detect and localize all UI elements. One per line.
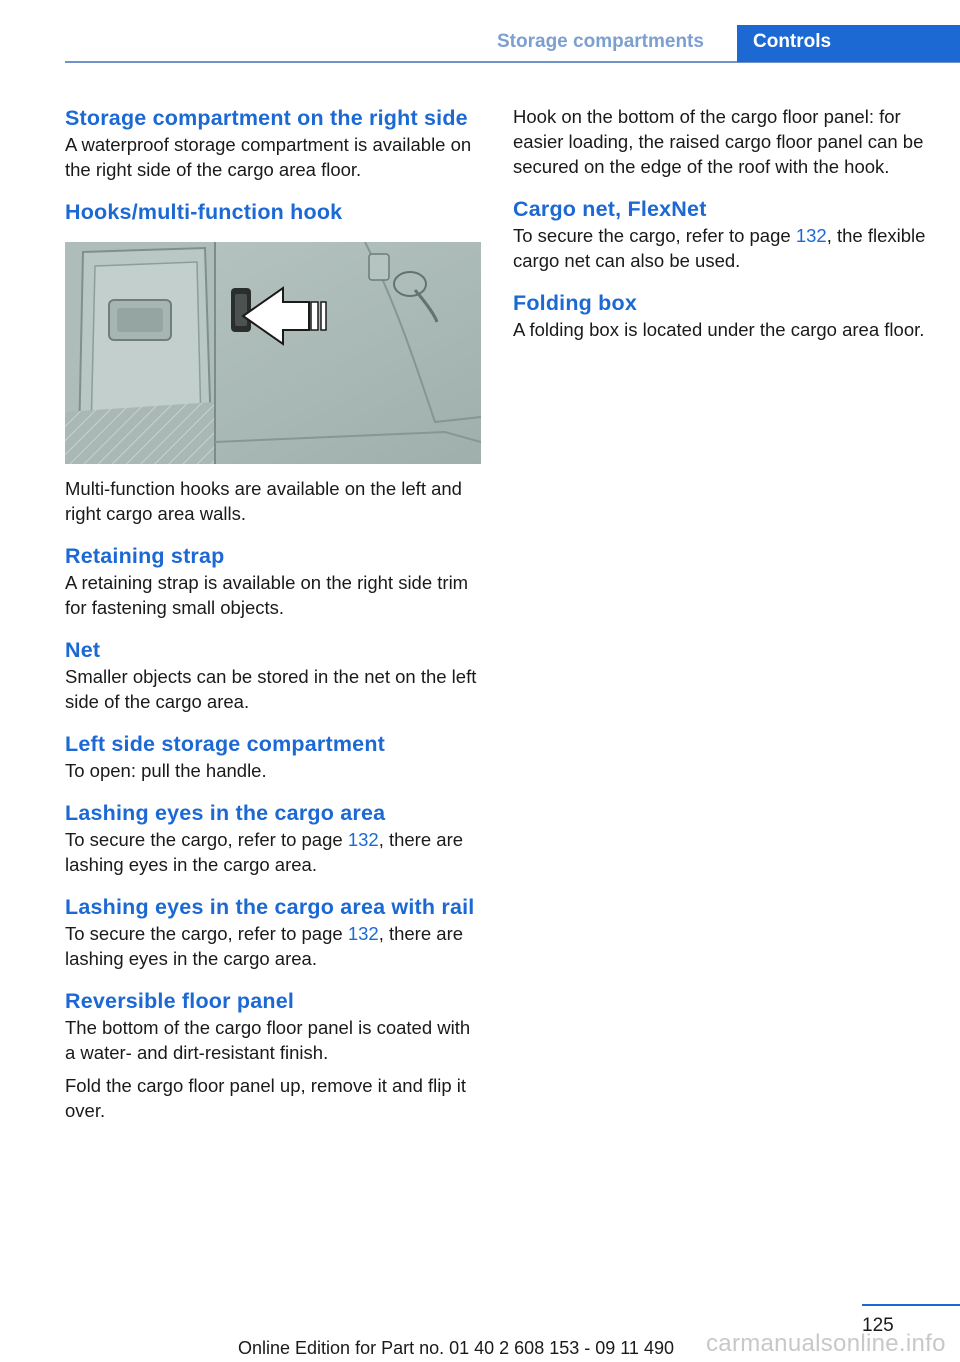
text-lashing-eyes-rail: To secure the cargo, refer to page 132, there are lashing eyes in the cargo area. [65, 923, 464, 969]
page-number: 125 [862, 1315, 894, 1336]
heading-reversible-floor: Reversible floor panel [65, 989, 295, 1013]
text-cargo-net: To secure the cargo, refer to page 132, the flexible cargo net can also be used. [513, 225, 926, 271]
text-left-storage: To open: pull the handle. [65, 760, 267, 781]
edition-note: Online Edition for Part no. 01 40 2 608 153 - 09 11 490 [238, 1338, 674, 1358]
heading-retaining-strap: Retaining strap [65, 544, 225, 568]
header-chapter-label: Controls [753, 31, 832, 52]
text-net: Smaller objects can be stored in the net on the left side of the cargo area. [65, 666, 477, 712]
heading-lashing-eyes-rail: Lashing eyes in the cargo area with rail [65, 895, 475, 919]
text-retaining-strap: A retaining strap is available on the right side trim for fastening small objects. [65, 572, 469, 618]
watermark: carmanualsonline.info [706, 1330, 946, 1357]
heading-hooks: Hooks/multi-function hook [65, 200, 343, 224]
heading-folding-box: Folding box [513, 291, 638, 315]
header-chapter-tab [737, 25, 960, 62]
page-link-132[interactable]: 132 [795, 225, 827, 246]
hook-illustration [65, 242, 481, 464]
heading-right-storage: Storage compartment on the right side [65, 106, 468, 130]
heading-net: Net [65, 638, 101, 662]
text-reversible-floor-2: Fold the cargo floor panel up, remove it and flip it over. [65, 1075, 467, 1121]
heading-lashing-eyes: Lashing eyes in the cargo area [65, 801, 386, 825]
right-column [513, 104, 929, 342]
page-link-132[interactable]: 132 [347, 829, 379, 850]
heading-cargo-net: Cargo net, FlexNet [513, 197, 707, 221]
text-lashing-eyes: To secure the cargo, refer to page 132, there are lashing eyes in the cargo area. [65, 829, 464, 875]
footer-rule [862, 1304, 960, 1306]
page-link-132[interactable]: 132 [347, 923, 379, 944]
text-reversible-floor-1: The bottom of the cargo floor panel is coated with a water- and dirt-resistant finish. [65, 1017, 471, 1063]
text-folding-box: A folding box is located under the cargo area floor. [513, 319, 925, 340]
text-floor-hook: Hook on the bottom of the cargo floor panel: for easier loading, the raised cargo floor panel can be secured on the edge of the roof with the hook. [513, 106, 924, 177]
heading-left-storage: Left side storage compartment [65, 732, 386, 756]
text-right-storage: A waterproof storage compartment is available on the right side of the cargo area floor. [65, 134, 472, 180]
header-section-title: Storage compartments [497, 31, 704, 52]
text-hooks: Multi-function hooks are available on the left and right cargo area walls. [65, 478, 462, 524]
left-column [65, 104, 481, 1123]
